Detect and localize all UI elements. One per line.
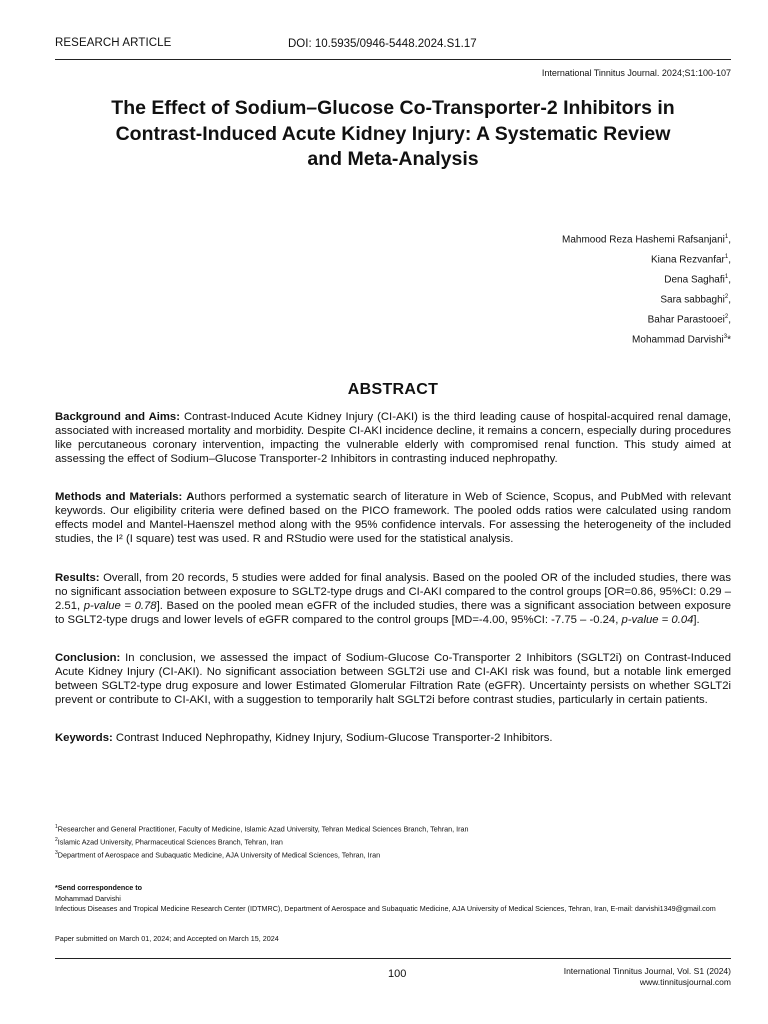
abstract-methods [55, 491, 731, 547]
background-text: Contrast-Induced Acute Kidney Injury (CI-AKI) is the third leading cause of hospital-acquired renal damage, associated with increased mortality and morbidity. Despite CI-AKI incidence decline, it remains a concern, especially during procedures like percutaneous coronary intervention, impacting the vulnerable elderly with compromised renal function. This study aimed at assessing the effect of Sodium–Glucose Transporter-2 Inhibitors in contrasting induced nephropathy. [55, 411, 731, 465]
title-line: and Meta-Analysis [307, 148, 479, 170]
background-label: Background and Aims: [55, 411, 180, 423]
author-item [562, 229, 731, 249]
author-sep: , [728, 314, 731, 326]
affiliation-text: Department of Aerospace and Subaquatic Medicine, AJA University of Medical Sciences, Tehran, Iran [57, 850, 381, 860]
author-item [562, 249, 731, 269]
author-list [562, 229, 731, 349]
journal-citation: International Tinnitus Journal. 2024;S1:100-107 [541, 68, 731, 78]
results-p-value: p-value = 0.04 [621, 613, 694, 626]
affiliation-sup: 1 [55, 824, 58, 830]
author-name: Mahmood Reza Hashemi Rafsanjani [562, 234, 725, 246]
footer-divider [55, 958, 731, 959]
footer-website-link[interactable]: www.tinnitusjournal.com [639, 976, 731, 987]
author-sup: 1 [724, 253, 729, 260]
affiliation-text: Islamic Azad University, Pharmaceutical Sciences Branch, Tehran, Iran [57, 837, 283, 847]
results-p-value: p-value = 0.78 [83, 599, 157, 612]
results-label: Results: [55, 572, 100, 584]
submission-dates: Paper submitted on March 01, 2024; and Accepted on March 15, 2024 [55, 934, 279, 943]
abstract-heading: ABSTRACT [347, 381, 439, 398]
author-sep: , [728, 294, 731, 306]
affiliations [55, 822, 468, 861]
author-item [562, 309, 731, 329]
author-name: Mohammad Darvishi [632, 333, 724, 345]
keywords-label: Keywords: [55, 732, 113, 744]
methods-text: uthors performed a systematic search of literature in Web of Science, Scopus, and PubMed with relevant keywords. Our eligibility criteria were defined based on the PICO framework. The pooled odds ratios were calculated using random effects model and Mantel-Haenszel method along with the 95% confidence intervals. For assessing the heterogeneity of the included studies, the I² (I square) test was used. R and RStudio were used for the statistical analysis. [55, 491, 731, 545]
keywords-text: Contrast Induced Nephropathy, Kidney Injury, Sodium-Glucose Transporter-2 Inhibitors. [115, 732, 553, 744]
author-name: Bahar Parastooei [647, 314, 725, 326]
affiliation-item [55, 835, 468, 848]
header-divider [55, 59, 731, 60]
page-number: 100 [388, 968, 407, 980]
author-sup: 1 [724, 234, 729, 240]
author-sup: 3 [723, 333, 728, 340]
author-sup: 2 [724, 313, 729, 320]
abstract-results [55, 572, 731, 628]
correspondence-name: Mohammad Darvishi [55, 893, 121, 903]
article-type-label: RESEARCH ARTICLE [55, 37, 172, 49]
author-name: Kiana Rezvanfar [650, 254, 725, 266]
author-item [562, 289, 731, 309]
correspondence-label: *Send correspondence to [55, 883, 143, 892]
affiliation-text: Researcher and General Practitioner, Faculty of Medicine, Islamic Azad University, Tehran Medical Sciences Branch, Tehran, Iran [57, 824, 469, 834]
author-sup: 1 [724, 273, 729, 280]
author-sep: , [728, 274, 731, 286]
footer-journal-name: International Tinnitus Journal, Vol. S1 (2024) [563, 966, 731, 976]
affiliation-sup: 2 [55, 836, 58, 843]
correspondence-block [55, 883, 731, 915]
results-text: ]. Based on the pooled mean eGFR of the included studies, there was a significant association between exposure to SGLT2-type drugs and lower levels of eGFR compared to the control groups [MD=-4.00, 95%CI: -7.75 – -0.24, [55, 599, 731, 626]
affiliation-item [55, 822, 468, 835]
footer-journal [564, 966, 731, 987]
doi-link[interactable]: DOI: 10.5935/0946-5448.2024.S1.17 [288, 38, 477, 50]
author-sep: , [728, 254, 731, 266]
author-sep: * [727, 333, 731, 345]
article-title [55, 96, 731, 173]
author-sup: 2 [724, 293, 729, 300]
methods-first-letter: A [186, 491, 195, 503]
author-name: Sara sabbaghi [660, 294, 725, 306]
author-name: Dena Saghafi [664, 274, 725, 286]
author-item [562, 269, 731, 289]
results-text: ]. [693, 613, 700, 626]
author-item [562, 329, 731, 349]
title-line: Contrast-Induced Acute Kidney Injury: A Systematic Review [115, 122, 671, 145]
abstract-background [55, 411, 731, 467]
affiliation-item [55, 848, 468, 861]
conclusion-label: Conclusion: [55, 652, 121, 664]
title-line: The Effect of Sodium–Glucose Co-Transporter-2 Inhibitors in [111, 97, 675, 119]
abstract-conclusion [55, 652, 731, 708]
abstract-keywords [55, 732, 731, 746]
methods-label: Methods and Materials: [55, 491, 183, 503]
results-text: Overall, from 20 records, 5 studies were added for final analysis. Based on the pooled OR of the included studies, there was no significant association between exposure to SGLT2-type drugs and CI-AKI compared to the control groups [OR=0.86, 95%CI: 0.29 – 2.51, [55, 572, 731, 612]
affiliation-sup: 3 [55, 849, 58, 856]
correspondence-address: Infectious Diseases and Tropical Medicine Research Center (IDTMRC), Department of Aerospace and Subaquatic Medicine, AJA University of Medical Sciences, Tehran, Iran, E-mail: darvishi1349@gmail.com [55, 904, 716, 913]
author-sep: , [728, 234, 731, 246]
conclusion-text: In conclusion, we assessed the impact of Sodium-Glucose Co-Transporter 2 Inhibitors (SGLT2i) on Contrast-Induced Acute Kidney Injury (CI-AKI). No significant association between SGLT2i use and CI-AKI risk was found, but a notable link emerged between SGLT2-type drug exposure and lower Estimated Glomerular Filtration Rate (eGFR). Uncertainty persists on whether SGLT2i prevent or contribute to CI-AKI, with a suggestion to temporarily halt SGLT2i before contrast studies, particularly in certain patients. [55, 652, 732, 706]
